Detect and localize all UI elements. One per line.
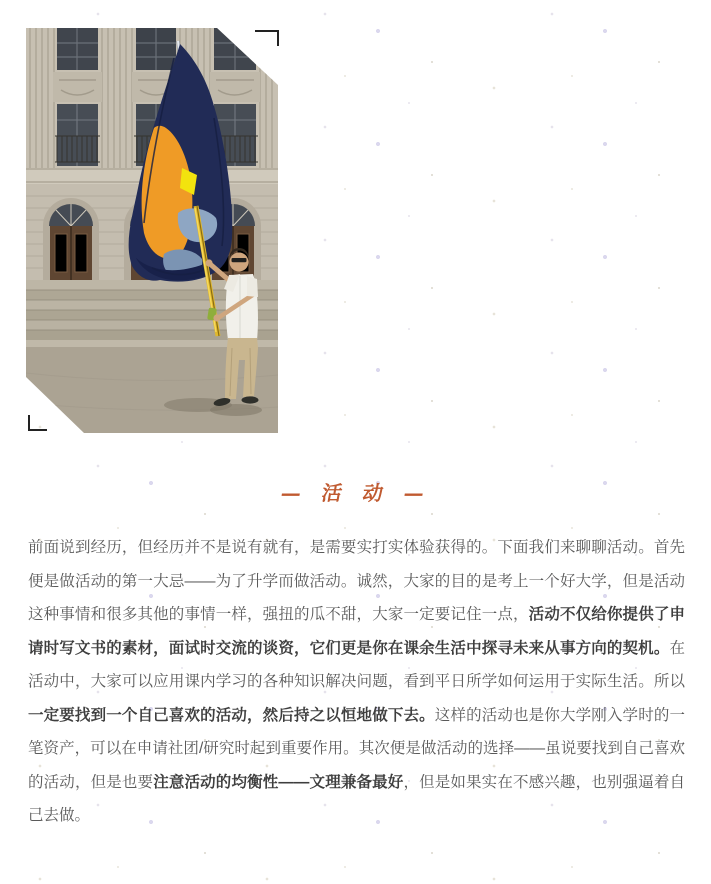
paragraph-bold-run: 注意活动的均衡性——文理兼备最好 — [153, 773, 404, 791]
paragraph-bold-run: 一定要找到一个自己喜欢的活动，然后持之以恒地做下去。 — [28, 706, 435, 724]
section-title-text: — 活 动 — — [278, 481, 433, 505]
paragraph-text-run: ，但是如果实在不感兴趣，也别强逼着自己去做。 — [28, 773, 685, 824]
article-photo[interactable] — [26, 28, 278, 433]
paragraph-text-run: 在活动中，大家可以应用课内学习的各种知识解决问题，看到平日所学如何运用于实际生活。所以 — [28, 639, 685, 690]
corner-bracket-top-right-icon — [255, 30, 279, 46]
section-title — [0, 479, 711, 507]
paragraph-bold-run: 活动不仅给你提供了申请时写文书的素材，面试时交流的谈资，它们更是你在课余生活中探寻未来从事方向的契机。 — [28, 606, 685, 657]
paragraph-text-run: 这样的活动也是你大学刚入学时的一笔资产，可以在申请社团/研究时起到重要作用。其次便是做活动的选择——虽说要找到自己喜欢的活动，但是也要 — [28, 706, 685, 791]
corner-bracket-bottom-left-icon — [28, 415, 47, 431]
paragraph-text-run: 前面说到经历，但经历并不是说有就有，是需要实打实体验获得的。下面我们来聊聊活动。首先便是做活动的第一大忌——为了升学而做活动。诚然，大家的目的是考上一个好大学，但是活动这种事情和很多其他的事情一样，强扭的瓜不甜，大家一定要记住一点， — [28, 539, 685, 623]
article-paragraph — [28, 531, 685, 833]
flag-photo-illustration — [26, 28, 278, 433]
